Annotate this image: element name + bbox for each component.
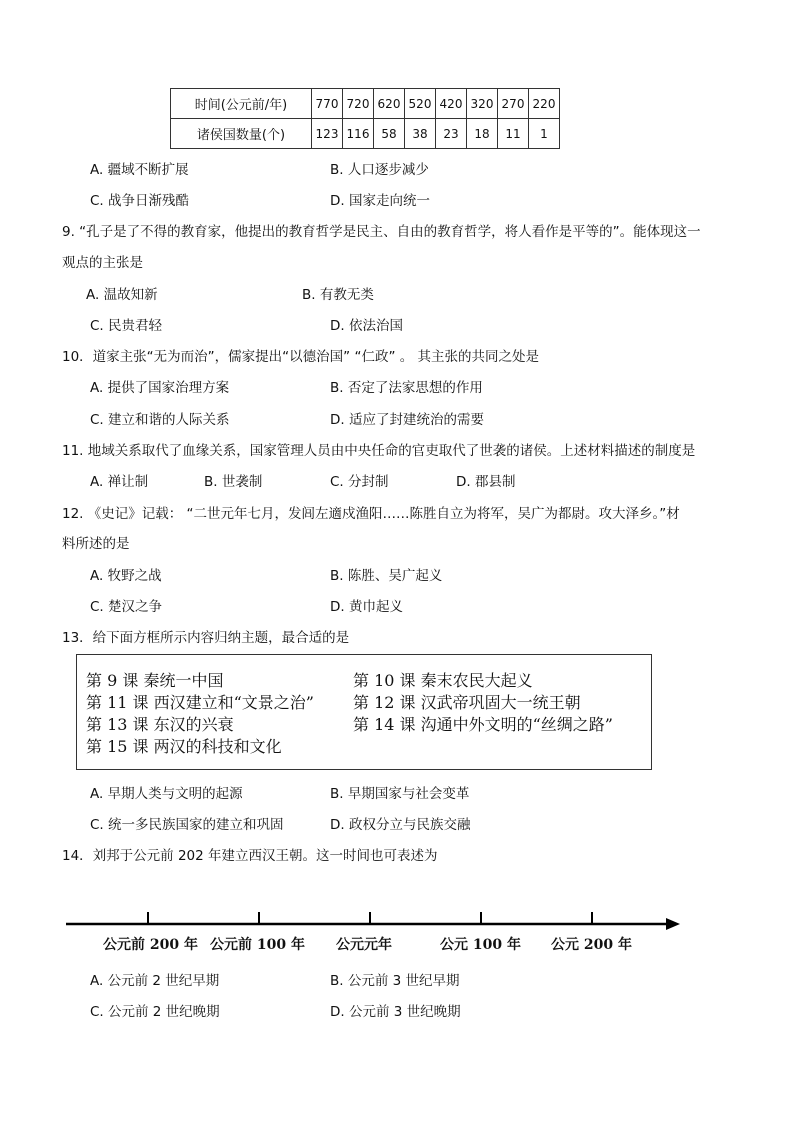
lesson-item: 第 12 课 汉武帝巩固大一统王朝: [353, 693, 581, 712]
q14-question: 14．刘邦于公元前 202 年建立西汉王朝。这一时间也可表述为: [62, 848, 438, 864]
q9-option-c[interactable]: C. 民贵君轻: [90, 318, 163, 334]
q10-option-c[interactable]: C. 建立和谐的人际关系: [90, 412, 230, 428]
q14-option-a[interactable]: A. 公元前 2 世纪早期: [90, 973, 220, 989]
q12-option-d[interactable]: D. 黄巾起义: [330, 599, 403, 615]
lesson-item: 第 11 课 西汉建立和“文景之治”: [86, 693, 314, 712]
count-cell: 23: [436, 119, 467, 149]
q9-question-line2: 观点的主张是: [62, 255, 143, 271]
year-cell: 720: [343, 89, 374, 119]
q8-option-a[interactable]: A. 疆域不断扩展: [90, 162, 189, 178]
q11-question: 11. 地域关系取代了血缘关系，国家管理人员由中央任命的官吏取代了世袭的诸侯。上述材料描述的制度是: [62, 443, 696, 459]
q9-option-a[interactable]: A. 温故知新: [86, 287, 158, 303]
q12-option-c[interactable]: C. 楚汉之争: [90, 599, 163, 615]
year-cell: 420: [436, 89, 467, 119]
year-cell: 620: [374, 89, 405, 119]
lesson-item: 第 9 课 秦统一中国: [86, 671, 224, 690]
q13-option-b[interactable]: B. 早期国家与社会变革: [330, 786, 470, 802]
q11-option-d[interactable]: D. 郡县制: [456, 474, 516, 490]
timeline-arrow: [666, 918, 680, 930]
timeline-label: 公元元年: [336, 937, 392, 953]
q14-option-c[interactable]: C. 公元前 2 世纪晚期: [90, 1004, 220, 1020]
lesson-item: 第 13 课 东汉的兴衰: [86, 715, 234, 734]
q9-option-d[interactable]: D. 依法治国: [330, 318, 403, 334]
table-row: [171, 119, 560, 149]
dynasty-table: [170, 88, 560, 149]
count-cell: 18: [467, 119, 498, 149]
lesson-item: 第 14 课 沟通中外文明的“丝绸之路”: [353, 715, 613, 734]
year-cell: 520: [405, 89, 436, 119]
q8-option-c[interactable]: C. 战争日渐残酷: [90, 193, 190, 209]
q11-option-a[interactable]: A. 禅让制: [90, 474, 149, 490]
q13-option-c[interactable]: C. 统一多民族国家的建立和巩固: [90, 817, 284, 833]
q8-option-d[interactable]: D. 国家走向统一: [330, 193, 430, 209]
timeline-label: 公元前 200 年: [103, 937, 198, 953]
table-header-time: 时间(公元前/年): [171, 89, 312, 119]
q9-option-b[interactable]: B. 有教无类: [302, 287, 374, 303]
count-cell: 11: [498, 119, 529, 149]
q12-question-line2: 料所述的是: [62, 536, 130, 552]
q14-option-b[interactable]: B. 公元前 3 世纪早期: [330, 973, 460, 989]
q10-option-a[interactable]: A. 提供了国家治理方案: [90, 380, 230, 396]
year-cell: 320: [467, 89, 498, 119]
year-cell: 220: [529, 89, 560, 119]
q12-question-line1: 12. 《史记》记载： “二世元年七月，发闾左適戍渔阳……陈胜自立为将军，吴广为都尉。攻大泽乡。”材: [62, 506, 680, 522]
count-cell: 38: [405, 119, 436, 149]
table-row: [171, 89, 560, 119]
count-cell: 116: [343, 119, 374, 149]
timeline-label: 公元 200 年: [551, 937, 632, 953]
timeline-label: 公元前 100 年: [210, 937, 305, 953]
year-cell: 270: [498, 89, 529, 119]
q14-option-d[interactable]: D. 公元前 3 世纪晚期: [330, 1004, 461, 1020]
q10-option-b[interactable]: B. 否定了法家思想的作用: [330, 380, 483, 396]
q11-option-b[interactable]: B. 世袭制: [204, 474, 263, 490]
q8-option-b[interactable]: B. 人口逐步减少: [330, 162, 429, 178]
count-cell: 58: [374, 119, 405, 149]
count-cell: 1: [529, 119, 560, 149]
q13-question: 13．给下面方框所示内容归纳主题，最合适的是: [62, 630, 350, 646]
q10-option-d[interactable]: D. 适应了封建统治的需要: [330, 412, 484, 428]
q12-option-a[interactable]: A. 牧野之战: [90, 568, 162, 584]
q12-option-b[interactable]: B. 陈胜、吴广起义: [330, 568, 443, 584]
q13-option-a[interactable]: A. 早期人类与文明的起源: [90, 786, 243, 802]
lesson-item: 第 10 课 秦末农民大起义: [353, 671, 533, 690]
year-cell: 770: [312, 89, 343, 119]
lesson-box: [76, 654, 652, 770]
lesson-item: 第 15 课 两汉的科技和文化: [86, 737, 282, 756]
count-cell: 123: [312, 119, 343, 149]
q10-question: 10．道家主张“无为而治”，儒家提出“以德治国” “仁政” 。 其主张的共同之处是: [62, 349, 540, 365]
q9-question-line1: 9. “孔子是了不得的教育家，他提出的教育哲学是民主、自由的教育哲学，将人看作是平等的”。能体现这一: [62, 224, 701, 240]
timeline-label: 公元 100 年: [440, 937, 521, 953]
q11-option-c[interactable]: C. 分封制: [330, 474, 389, 490]
table-header-count: 诸侯国数量(个): [171, 119, 312, 149]
q13-option-d[interactable]: D. 政权分立与民族交融: [330, 817, 471, 833]
